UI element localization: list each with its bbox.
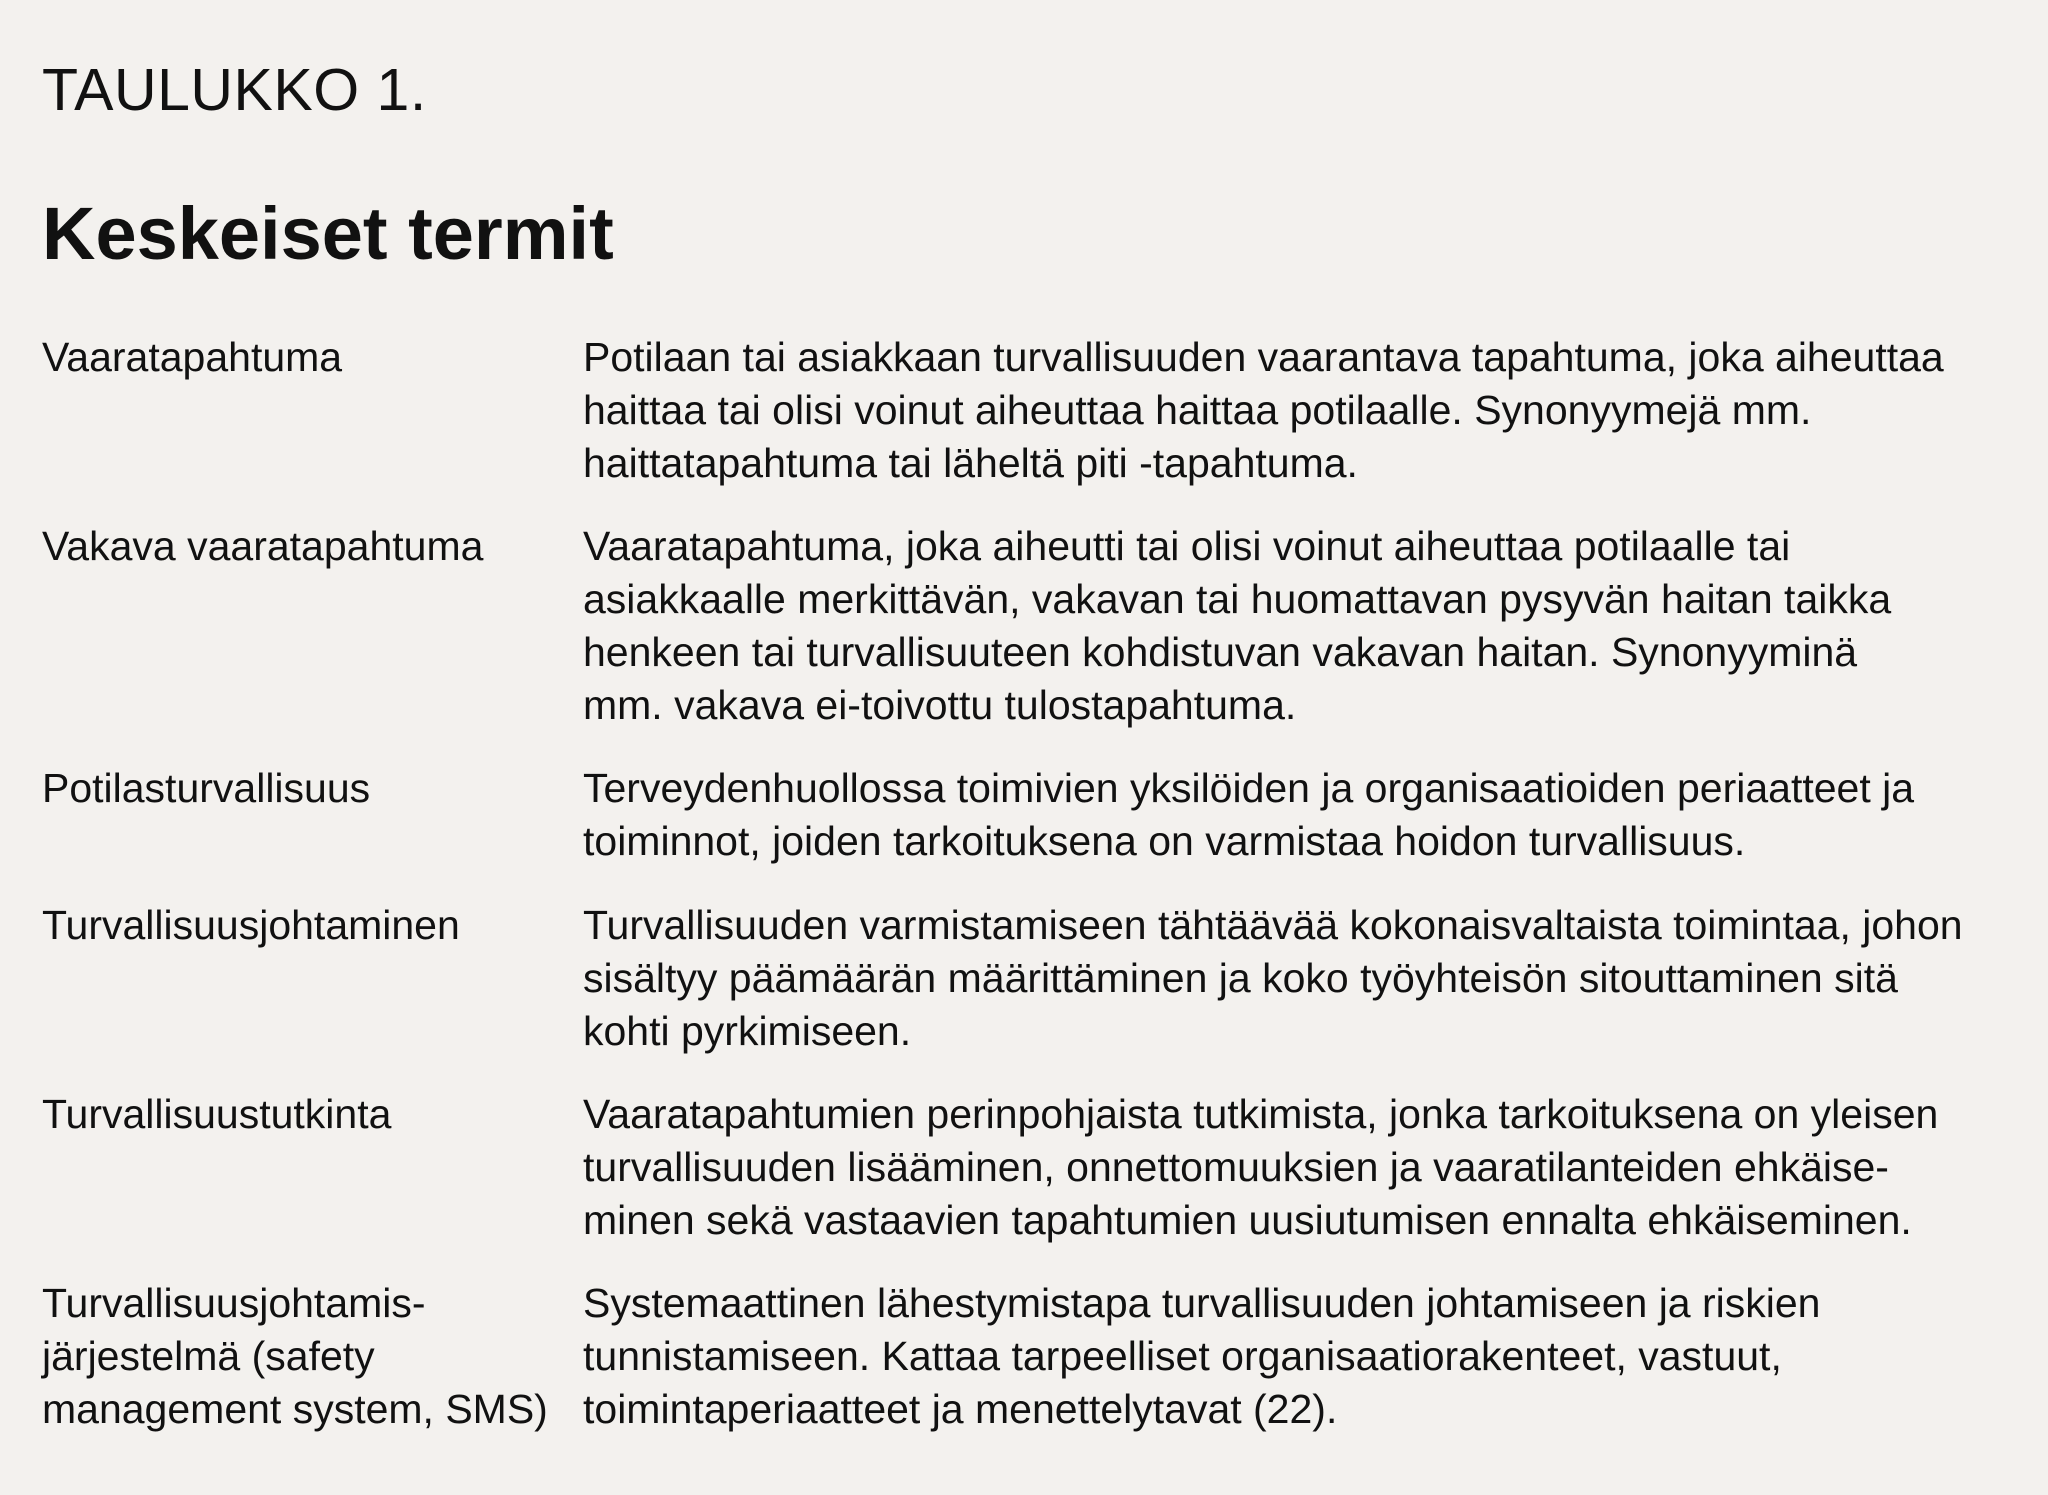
- term-label: Turvallisuustutkinta: [42, 1091, 392, 1137]
- term-definition: Vaaratapahtuma, joka aiheutti tai olisi voinut aiheuttaa potilaalle tai asiakkaalle merkittävän, vakavan tai huomattavan pysyvän haitan taikka henkeen tai turvallisuuteen kohdistuvan vakavan haitan. Synonyyminä mm. vakava ei-toivottu tulostapahtuma.: [583, 523, 1892, 728]
- term-label: Turvallisuusjohtaminen: [42, 902, 460, 948]
- term-label: Turvallisuusjohtamis- järjestelmä (safety management system, SMS): [42, 1280, 548, 1432]
- term-label: Vakava vaaratapahtuma: [42, 523, 484, 569]
- term-definition: Potilaan tai asiakkaan turvallisuuden vaarantava tapahtuma, joka aiheuttaa haittaa tai olisi voinut aiheuttaa haittaa potilaalle. Synonyymejä mm. haittatapahtuma tai läheltä piti -tapahtuma.: [583, 334, 1944, 486]
- term-definition: Turvallisuuden varmistamiseen tähtäävää kokonaisvaltaista toimintaa, johon sisältyy päämäärän määrittäminen ja koko työyhteisön sitouttaminen sitä kohti pyrkimiseen.: [583, 902, 1963, 1054]
- term-label: Potilasturvallisuus: [42, 765, 371, 811]
- table-title: Keskeiset termit: [42, 192, 614, 275]
- term-definition: Vaaratapahtumien perinpohjaista tutkimista, jonka tarkoituksena on yleisen turvallisuuden lisääminen, onnettomuuksien ja vaaratilanteiden ehkäise- minen sekä vastaavien tapahtumien uusiutumisen ennalta ehkäiseminen.: [583, 1091, 1939, 1243]
- document-page: [42, 0, 2006, 1495]
- table-label: TAULUKKO 1.: [42, 57, 427, 123]
- term-label: Vaaratapahtuma: [42, 334, 343, 380]
- term-definition: Systemaattinen lähestymistapa turvallisuuden johtamiseen ja riskien tunnistamiseen. Kattaa tarpeelliset organisaatiorakenteet, vastuut, toimintaperiaatteet ja menettelytavat (22).: [583, 1280, 1821, 1432]
- term-definition: Terveydenhuollossa toimivien yksilöiden ja organisaatioiden periaatteet ja toiminnot, joiden tarkoituksena on varmistaa hoidon turvallisuus.: [583, 765, 1915, 864]
